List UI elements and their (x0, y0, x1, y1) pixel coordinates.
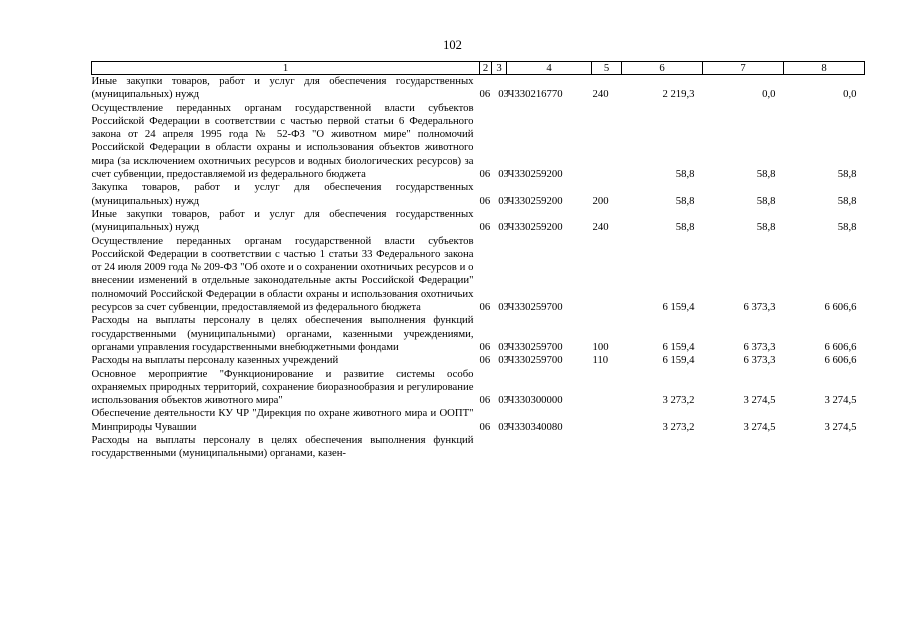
table-row (92, 75, 865, 102)
table-row (92, 208, 865, 235)
row-name: Расходы на выплаты персоналу в целях обеспечения выполнения функций государственными (муниципальными) органами, казенными учреждениями, органами управления государственными внебюджетными фондами (91, 314, 474, 353)
row-target-article: Ч330259700 (507, 301, 563, 314)
header-cell-1: 1 (92, 62, 480, 75)
row-target-article: Ч330259700 (507, 340, 563, 353)
row-target-article: Ч330340080 (507, 420, 563, 433)
row-expense-type: 100 (592, 340, 609, 353)
row-target-article: Ч330259200 (507, 221, 563, 234)
row-name: Обеспечение деятельности КУ ЧР "Дирекция по охране животного мира и ООПТ" Минприроды Чувашии (91, 407, 474, 433)
row-value-1: 58,8 (675, 168, 695, 181)
row-value-1: 3 273,2 (662, 394, 695, 407)
row-value-3 (784, 434, 865, 461)
row-section: 06 03 (479, 394, 509, 407)
row-value-1 (622, 434, 703, 461)
header-cell-8: 8 (784, 62, 865, 75)
row-section: 06 03 (479, 340, 509, 353)
row-section: 06 03 (479, 194, 509, 207)
row-section: 06 03 (479, 354, 509, 367)
row-value-2 (703, 434, 784, 461)
row-value-2: 58,8 (756, 168, 776, 181)
row-value-1: 6 159,4 (662, 301, 695, 314)
row-value-3: 6 606,6 (824, 301, 857, 314)
row-expense-type (592, 407, 622, 434)
row-section: 06 03 (479, 221, 509, 234)
row-value-2: 3 274,5 (743, 394, 776, 407)
row-name: Осуществление переданных органам государственной власти субъектов Российской Федерации в соответствии с частью первой статьи 6 Федерального закона от 24 апреля 1995 года № 52-ФЗ "О животном мире" полномочий Российской Федерации в области охраны и использования объектов животного мира (за исключением охотничьих ресурсов и водных биологических ресурсов) за счет субвенции, предоставляемой из федерального бюджета (91, 101, 474, 181)
table-row (92, 354, 865, 367)
row-expense-type (592, 368, 622, 408)
header-cell-6: 6 (622, 62, 703, 75)
row-expense-type (592, 235, 622, 315)
row-section: 06 03 (479, 168, 509, 181)
row-expense-type: 110 (592, 354, 609, 367)
row-value-1: 58,8 (675, 194, 695, 207)
row-expense-type: 240 (592, 88, 609, 101)
row-value-1: 2 219,3 (662, 88, 695, 101)
row-expense-type (592, 434, 622, 461)
row-value-1: 6 159,4 (662, 340, 695, 353)
row-target-article (507, 434, 592, 461)
row-expense-type: 200 (592, 194, 609, 207)
header-row (92, 62, 865, 75)
row-value-3: 3 274,5 (824, 394, 857, 407)
row-section: 06 03 (479, 301, 509, 314)
header-cell-3: 3 (492, 62, 507, 75)
row-section: 06 03 (479, 88, 509, 101)
row-value-3: 6 606,6 (824, 354, 857, 367)
row-expense-type: 240 (592, 221, 609, 234)
row-name: Основное мероприятие "Функционирование и развитие системы особо охраняемых природных территорий, сохранение биоразнообразия и регулирование использования объектов животного мира" (91, 367, 474, 407)
row-target-article: Ч330259200 (507, 168, 563, 181)
header-cell-7: 7 (703, 62, 784, 75)
row-target-article: Ч330216770 (507, 88, 563, 101)
row-value-3: 58,8 (837, 194, 857, 207)
row-value-2: 3 274,5 (743, 420, 776, 433)
row-value-1: 6 159,4 (662, 354, 695, 367)
row-name: Расходы на выплаты персоналу в целях обеспечения выполнения функций государственными (муниципальными) органами, казен- (91, 434, 474, 460)
table-row (92, 314, 865, 354)
row-name: Иные закупки товаров, работ и услуг для обеспечения государственных (муниципальных) нужд (91, 207, 474, 234)
row-value-1: 58,8 (675, 221, 695, 234)
table-row (92, 407, 865, 434)
row-value-3: 58,8 (837, 221, 857, 234)
row-value-3: 58,8 (837, 168, 857, 181)
row-value-2: 6 373,3 (743, 354, 776, 367)
row-value-2: 6 373,3 (743, 301, 776, 314)
row-name: Иные закупки товаров, работ и услуг для обеспечения государственных (муниципальных) нужд (91, 75, 474, 101)
row-expense-type (592, 102, 622, 182)
row-target-article: Ч330300000 (507, 394, 563, 407)
table-row (92, 181, 865, 208)
table-row (92, 102, 865, 182)
row-section (480, 434, 507, 461)
row-target-article: Ч330259700 (507, 354, 563, 367)
row-value-2: 0,0 (762, 88, 776, 101)
row-value-2: 58,8 (756, 194, 776, 207)
header-cell-4: 4 (507, 62, 592, 75)
row-value-1: 3 273,2 (662, 420, 695, 433)
budget-table (91, 61, 865, 461)
row-name: Осуществление переданных органам государственной власти субъектов Российской Федерации в соответствии с частью 1 статьи 33 Федерального закона от 24 июля 2009 года № 209-ФЗ "Об охоте и о сохранении охотничьих ресурсов и о внесении изменений в отдельные законодательные акты Российской Федерации" полномочий Российской Федерации в области охраны и использования охотничьих ресурсов за счет субвенции, предоставляемой из федерального бюджета (91, 234, 474, 314)
page-number: 102 (443, 38, 462, 52)
row-name: Закупка товаров, работ и услуг для обеспечения государственных (муниципальных) нужд (91, 181, 474, 207)
row-value-2: 58,8 (756, 221, 776, 234)
table-row (92, 368, 865, 408)
table-row (92, 434, 865, 461)
header-cell-2: 2 (480, 62, 492, 75)
row-target-article: Ч330259200 (507, 194, 563, 207)
row-value-3: 6 606,6 (824, 340, 857, 353)
header-cell-5: 5 (592, 62, 622, 75)
row-value-3: 3 274,5 (824, 420, 857, 433)
row-section: 06 03 (479, 420, 509, 433)
row-value-3: 0,0 (843, 88, 857, 101)
row-name: Расходы на выплаты персоналу казенных учреждений (91, 354, 339, 367)
row-value-2: 6 373,3 (743, 340, 776, 353)
table-row (92, 235, 865, 315)
